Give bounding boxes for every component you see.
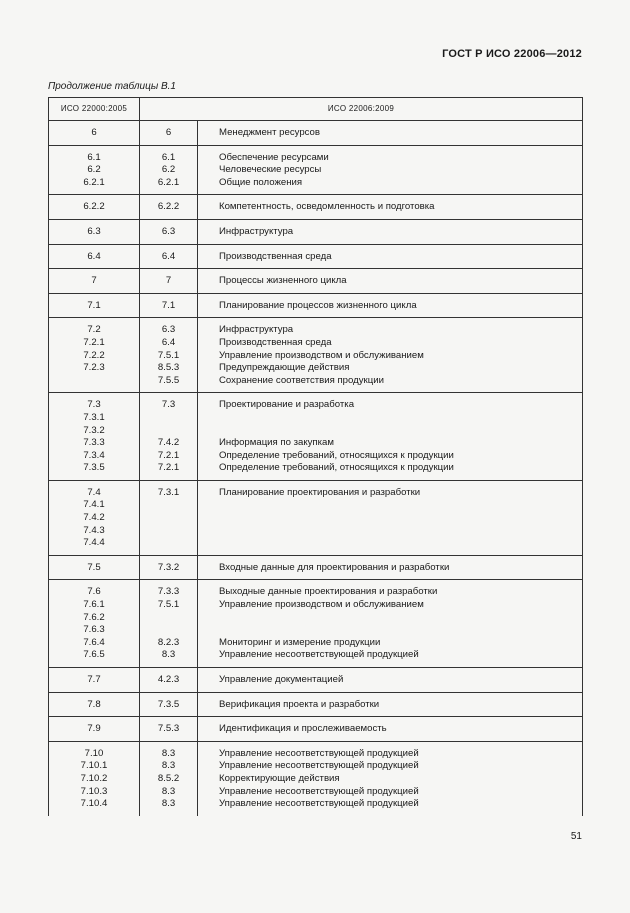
iso-22000-clause: 7.6 7.6.1 7.6.2 7.6.3 7.6.4 7.6.5	[49, 580, 140, 668]
table-row	[49, 195, 583, 220]
clause-title: Процессы жизненного цикла	[198, 269, 583, 294]
table-header-row	[49, 98, 583, 121]
table-row	[49, 555, 583, 580]
table-row	[49, 717, 583, 742]
clause-title: Компетентность, осведомленность и подготовка	[198, 195, 583, 220]
table-body	[49, 121, 583, 816]
document-id: ГОСТ Р ИСО 22006—2012	[442, 48, 582, 60]
table-row	[49, 219, 583, 244]
iso-22000-clause: 6.2.2	[49, 195, 140, 220]
clause-title: Инфраструктура Производственная среда Управление производством и обслуживанием Предупреждающие действия Сохранение соответствия продукции	[198, 318, 583, 393]
iso-22006-clause: 7.1	[140, 293, 198, 318]
table-row	[49, 741, 583, 815]
clause-title: Управление несоответствующей продукцией Управление несоответствующей продукцией Корректирующие действия Управление несоответствующей продукцией Управление несоответствующей продукцией	[198, 741, 583, 815]
table-row	[49, 121, 583, 146]
column-header-iso-22000: ИСО 22000:2005	[49, 98, 140, 121]
correspondence-table	[48, 97, 583, 816]
clause-title: Инфраструктура	[198, 219, 583, 244]
table-row	[49, 393, 583, 481]
clause-title: Идентификация и прослеживаемость	[198, 717, 583, 742]
iso-22006-clause: 7.3.5	[140, 692, 198, 717]
clause-title: Планирование проектирования и разработки	[198, 480, 583, 555]
column-header-iso-22006: ИСО 22006:2009	[140, 98, 583, 121]
table-row	[49, 692, 583, 717]
table-row	[49, 480, 583, 555]
clause-title: Входные данные для проектирования и разработки	[198, 555, 583, 580]
table-row	[49, 145, 583, 195]
iso-22006-clause: 6	[140, 121, 198, 146]
iso-22000-clause: 7.5	[49, 555, 140, 580]
table-row	[49, 580, 583, 668]
iso-22006-clause: 6.1 6.2 6.2.1	[140, 145, 198, 195]
table-row	[49, 244, 583, 269]
clause-title: Верификация проекта и разработки	[198, 692, 583, 717]
clause-title: Менеджмент ресурсов	[198, 121, 583, 146]
clause-title: Управление документацией	[198, 668, 583, 693]
page-number: 51	[570, 831, 582, 842]
iso-22000-clause: 6	[49, 121, 140, 146]
clause-title: Планирование процессов жизненного цикла	[198, 293, 583, 318]
iso-22006-clause: 6.3	[140, 219, 198, 244]
iso-22000-clause: 7.3 7.3.1 7.3.2 7.3.3 7.3.4 7.3.5	[49, 393, 140, 481]
table-row	[49, 293, 583, 318]
table-row	[49, 318, 583, 393]
iso-22000-clause: 7.4 7.4.1 7.4.2 7.4.3 7.4.4	[49, 480, 140, 555]
iso-22006-clause: 7.3.1	[140, 480, 198, 555]
iso-22006-clause: 6.4	[140, 244, 198, 269]
table-caption: Продолжение таблицы В.1	[48, 81, 176, 92]
iso-22000-clause: 7.1	[49, 293, 140, 318]
iso-22000-clause: 7.8	[49, 692, 140, 717]
iso-22000-clause: 7.10 7.10.1 7.10.2 7.10.3 7.10.4	[49, 741, 140, 815]
iso-22006-clause: 7.3.3 7.5.1 8.2.3 8.3	[140, 580, 198, 668]
iso-22006-clause: 6.2.2	[140, 195, 198, 220]
clause-title: Выходные данные проектирования и разработки Управление производством и обслуживанием Мониторинг и измерение продукции Управление несоответствующей продукцией	[198, 580, 583, 668]
table-row	[49, 668, 583, 693]
iso-22000-clause: 6.3	[49, 219, 140, 244]
iso-22000-clause: 7.2 7.2.1 7.2.2 7.2.3	[49, 318, 140, 393]
iso-22006-clause: 8.3 8.3 8.5.2 8.3 8.3	[140, 741, 198, 815]
iso-22000-clause: 7.9	[49, 717, 140, 742]
iso-22006-clause: 7.5.3	[140, 717, 198, 742]
clause-title: Проектирование и разработка Информация по закупкам Определение требований, относящихся к продукции Определение требований, относящихся к продукции	[198, 393, 583, 481]
iso-22000-clause: 6.1 6.2 6.2.1	[49, 145, 140, 195]
clause-title: Производственная среда	[198, 244, 583, 269]
iso-22000-clause: 7.7	[49, 668, 140, 693]
table-row	[49, 269, 583, 294]
iso-22006-clause: 6.3 6.4 7.5.1 8.5.3 7.5.5	[140, 318, 198, 393]
iso-22006-clause: 7	[140, 269, 198, 294]
iso-22006-clause: 7.3.2	[140, 555, 198, 580]
iso-22006-clause: 4.2.3	[140, 668, 198, 693]
iso-22006-clause: 7.3 7.4.2 7.2.1 7.2.1	[140, 393, 198, 481]
clause-title: Обеспечение ресурсами Человеческие ресурсы Общие положения	[198, 145, 583, 195]
iso-22000-clause: 6.4	[49, 244, 140, 269]
iso-22000-clause: 7	[49, 269, 140, 294]
